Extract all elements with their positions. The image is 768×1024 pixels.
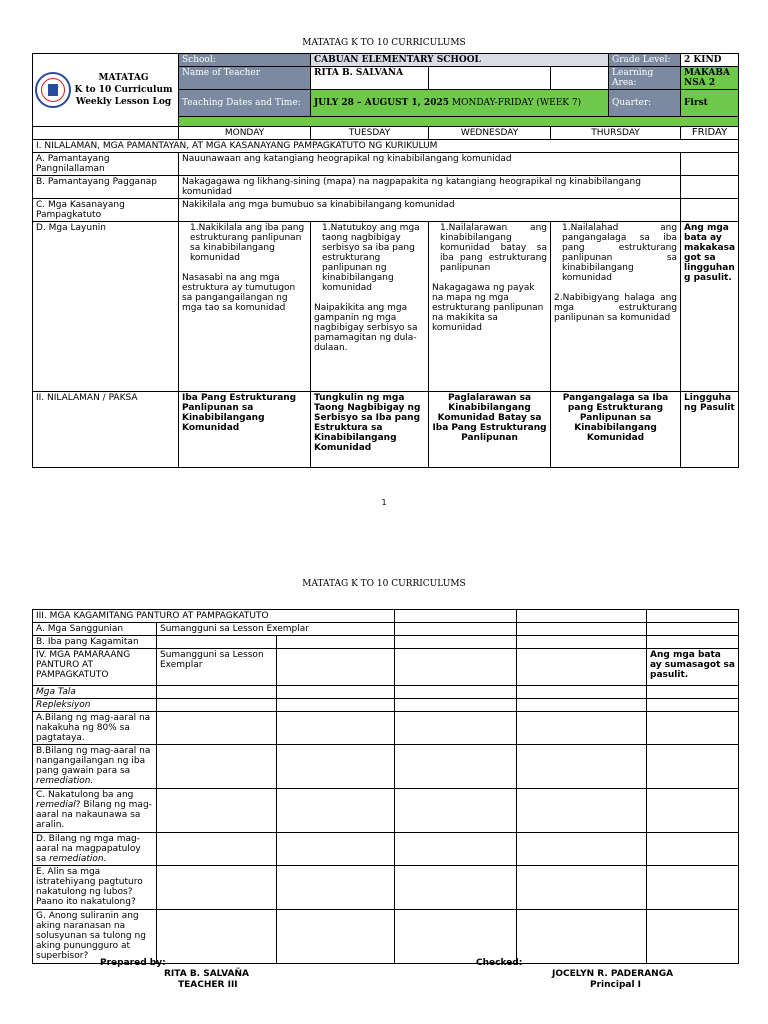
row-d-label: D. Mga Layunin xyxy=(33,222,179,392)
day-monday: MONDAY xyxy=(179,127,311,140)
logo-title-3: Weekly Lesson Log xyxy=(75,97,172,107)
section-3-title: III. MGA KAGAMITANG PANTURO AT PAMPAGKATUTO xyxy=(33,610,395,623)
objective-wednesday: 1.Nailalarawan ang kinabibilangang komunidad batay sa iba pang estrukturang panlipunan Nakagagawa ng payak na mapa ng mga estrukturang panlipunan na makikita sa komunidad xyxy=(429,222,551,392)
repleksiyon: Repleksiyon xyxy=(33,699,157,712)
row-a-label: A. Pamantayang Pangnilallaman xyxy=(33,153,179,176)
day-wednesday: WEDNESDAY xyxy=(429,127,551,140)
logo-title-1: MATATAG xyxy=(98,73,149,83)
school-value: CABUAN ELEMENTARY SCHOOL xyxy=(311,54,609,67)
topic-monday: Iba Pang Estrukturang Panlipunan sa Kinabibilangang Komunidad xyxy=(179,392,311,468)
area-value: MAKABANSA 2 xyxy=(681,67,739,90)
objective-friday: Ang mga bata ay makakasagot sa lingguhang pasulit. xyxy=(681,222,739,392)
dates-value: JULY 28 – AUGUST 1, 2025 xyxy=(314,98,449,108)
dates-label: Teaching Dates and Time: xyxy=(179,90,311,117)
topic-wednesday: Paglalarawan sa Kinabibilangang Komunidad Batay sa Iba Pang Estrukturang Panlipunan xyxy=(429,392,551,468)
objective-thursday: 1.Nailalahad ang pangangalaga sa iba pang estrukturang panlipunan sa kinabibilangang komunidad 2.Nabibigyang halaga ang mga estrukturang panlipunan sa komunidad xyxy=(551,222,681,392)
page-number: 1 xyxy=(381,498,387,507)
day-friday: FRIDAY xyxy=(681,127,739,140)
ref-a-label: A. Mga Sanggunian xyxy=(33,623,157,636)
mga-tala: Mga Tala xyxy=(33,686,157,699)
school-label: School: xyxy=(179,54,311,67)
prepared-label: Prepared by: xyxy=(100,958,166,968)
deped-seal-icon xyxy=(35,72,71,108)
lesson-log-table xyxy=(32,53,739,468)
checked-label: Checked: xyxy=(476,958,523,968)
ref-b-label: B. Iba pang Kagamitan xyxy=(33,636,157,649)
prepared-name: RITA B. SALVAÑA xyxy=(164,969,249,979)
checked-title: Principal I xyxy=(590,980,642,990)
topic-friday: Lingguhang Pasulit xyxy=(681,392,739,468)
row-b-label: B. Pamantayang Pagganap xyxy=(33,176,179,199)
topic-tuesday: Tungkulin ng mga Taong Nagbibigay ng Serbisyo sa Iba pang Estruktura sa Kinabibilangang Komunidad xyxy=(311,392,429,468)
row-b-value: Nakagagawa ng likhang-sining (mapa) na nagpapakita ng katangiang heograpikal ng kinabibilangang komunidad xyxy=(179,176,681,199)
row-c-label: C. Mga Kasanayang Pampagkatuto xyxy=(33,199,179,222)
dates-extra: MONDAY-FRIDAY (WEEK 7) xyxy=(451,98,582,108)
quarter-value: First xyxy=(681,90,739,117)
row-a-value: Nauunawaan ang katangiang heograpikal ng kinabibilangang komunidad xyxy=(179,153,681,176)
reflection-table xyxy=(32,609,739,964)
iv-label: IV. MGA PAMARAANG PANTURO AT PAMPAGKATUTO xyxy=(33,649,157,686)
iv-friday: Ang mga bata ay sumasagot sa pasulit. xyxy=(647,649,739,686)
prepared-title: TEACHER III xyxy=(178,980,238,990)
reflection-c: C. Nakatulong ba ang remedial? Bilang ng mag-aaral na nakaunawa sa aralin. xyxy=(33,789,157,833)
teacher-label: Name of Teacher xyxy=(179,67,311,90)
page-header: MATATAG K TO 10 CURRICULUMS xyxy=(302,38,466,48)
dates-cell xyxy=(311,90,609,117)
reflection-e: E. Alin sa mga istratehiyang pagtuturo nakatulong ng lubos? Paano ito nakatulong? xyxy=(33,866,157,910)
reflection-a: A.Bilang ng mag-aaral na nakakuha ng 80% sa pagtataya. xyxy=(33,712,157,745)
reflection-g: G. Anong suliranin ang aking naranasan na solusyunan sa tulong ng aking punungguro at superbisor? xyxy=(33,910,157,964)
quarter-label: Quarter: xyxy=(609,90,681,117)
grade-value: 2 KIND xyxy=(681,54,739,67)
row-c-value: Nakikilala ang mga bumubuo sa kinabibilangang komunidad xyxy=(179,199,681,222)
area-label: Learning Area: xyxy=(609,67,681,90)
grade-label: Grade Level: xyxy=(609,54,681,67)
section-2-title: II. NILALAMAN / PAKSA xyxy=(33,392,179,468)
day-thursday: THURSDAY xyxy=(551,127,681,140)
ref-a-value: Sumangguni sa Lesson Exemplar xyxy=(157,623,395,636)
logo-title-2: K to 10 Curriculum xyxy=(74,85,173,95)
page-2-header: MATATAG K TO 10 CURRICULUMS xyxy=(302,579,466,589)
topic-thursday: Pangangalaga sa Iba pang Estrukturang Panlipunan sa Kinabibilangang Komunidad xyxy=(551,392,681,468)
teacher-value: RITA B. SALVAÑA xyxy=(311,67,429,90)
day-tuesday: TUESDAY xyxy=(311,127,429,140)
reflection-b: B.Bilang ng mag-aaral na nangangailangan ng iba pang gawain para sa remediation. xyxy=(33,745,157,789)
objective-tuesday: 1.Natutukoy ang mga taong nagbibigay serbisyo sa iba pang estrukturang panlipunan ng kinabibilangang komunidad Naipakikita ang mga gampanin ng mga nagbibigay serbisyo sa pamamagitan ng dula-dulaan. xyxy=(311,222,429,392)
section-1-title: I. NILALAMAN, MGA PAMANTAYAN, AT MGA KASANAYANG PAMPAGKATUTO NG KURIKULUM xyxy=(33,140,739,153)
iv-value: Sumangguni sa Lesson Exemplar xyxy=(157,649,277,686)
logo-cell xyxy=(33,54,179,127)
checked-name: JOCELYN R. PADERANGA xyxy=(552,969,674,979)
reflection-d: D. Bilang ng mga mag-aaral na magpapatuloy sa remediation. xyxy=(33,833,157,866)
objective-monday: 1.Nakikilala ang iba pang estrukturang panlipunan sa kinabibilangang komunidad Nasasabi na ang mga estruktura ay tumutugon sa pangangailangan ng mga tao sa komunidad xyxy=(179,222,311,392)
